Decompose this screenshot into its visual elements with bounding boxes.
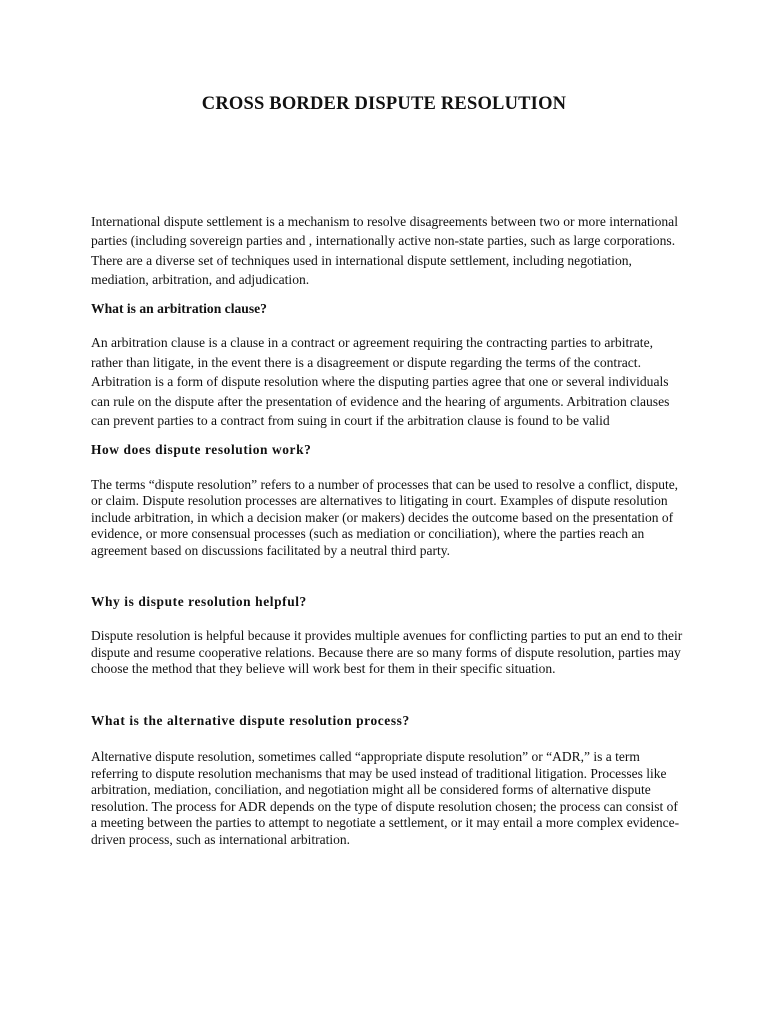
paragraph-why-helpful: Dispute resolution is helpful because it provides multiple avenues for conflicting parties to put an end to their dispute and resume cooperative relations. Because there are so many forms of dispute resolution, parties may choose the method that they believe will work best for them in their specific situation. [91, 628, 683, 677]
heading-how-dispute-resolution-works: How does dispute resolution work? [91, 442, 312, 457]
paragraph-adr-process: Alternative dispute resolution, sometimes called “appropriate dispute resolution” or “ADR,” is a term referring to dispute resolution mechanisms that may be used instead of traditional litigation. Processes like arbitration, mediation, conciliation, and negotiation might all be considered forms of alternative dispute resolution. The process for ADR depends on the type of dispute resolution chosen; the process can consist of a meeting between the parties to attempt to negotiate a settlement, or it may entail a more complex evidence-driven process, such as international arbitration. [91, 749, 680, 847]
paragraph-how-dispute-resolution-works: The terms “dispute resolution” refers to a number of processes that can be used to resolve a conflict, dispute, or claim. Dispute resolution processes are alternatives to litigating in court. Examples of dispute resolution include arbitration, in which a decision maker (or makers) decides the outcome based on the presentation of evidence, or more consensual processes (such as mediation or conciliation), where the parties reach an agreement based on discussions facilitated by a neutral third party. [91, 477, 679, 558]
heading-why-helpful: Why is dispute resolution helpful? [91, 594, 307, 609]
document-title: CROSS BORDER DISPUTE RESOLUTION [201, 94, 567, 114]
intro-paragraph: International dispute settlement is a mechanism to resolve disagreements between two or more international parties (including sovereign parties and , internationally active non-state parties, such as large corporations. There are a diverse set of techniques used in international dispute settlement, including negotiation, mediation, arbitration, and adjudication. [91, 214, 678, 287]
paragraph-arbitration-clause: An arbitration clause is a clause in a contract or agreement requiring the contracting parties to arbitrate, rather than litigate, in the event there is a disagreement or dispute regarding the terms of the contract. Arbitration is a form of dispute resolution where the disputing parties agree that one or several individuals can rule on the dispute after the presentation of evidence and the hearing of arguments. Arbitration clauses can prevent parties to a contract from suing in court if the arbitration clause is found to be valid [91, 335, 670, 428]
heading-adr-process: What is the alternative dispute resolution process? [91, 713, 410, 728]
heading-arbitration-clause: What is an arbitration clause? [91, 301, 267, 316]
